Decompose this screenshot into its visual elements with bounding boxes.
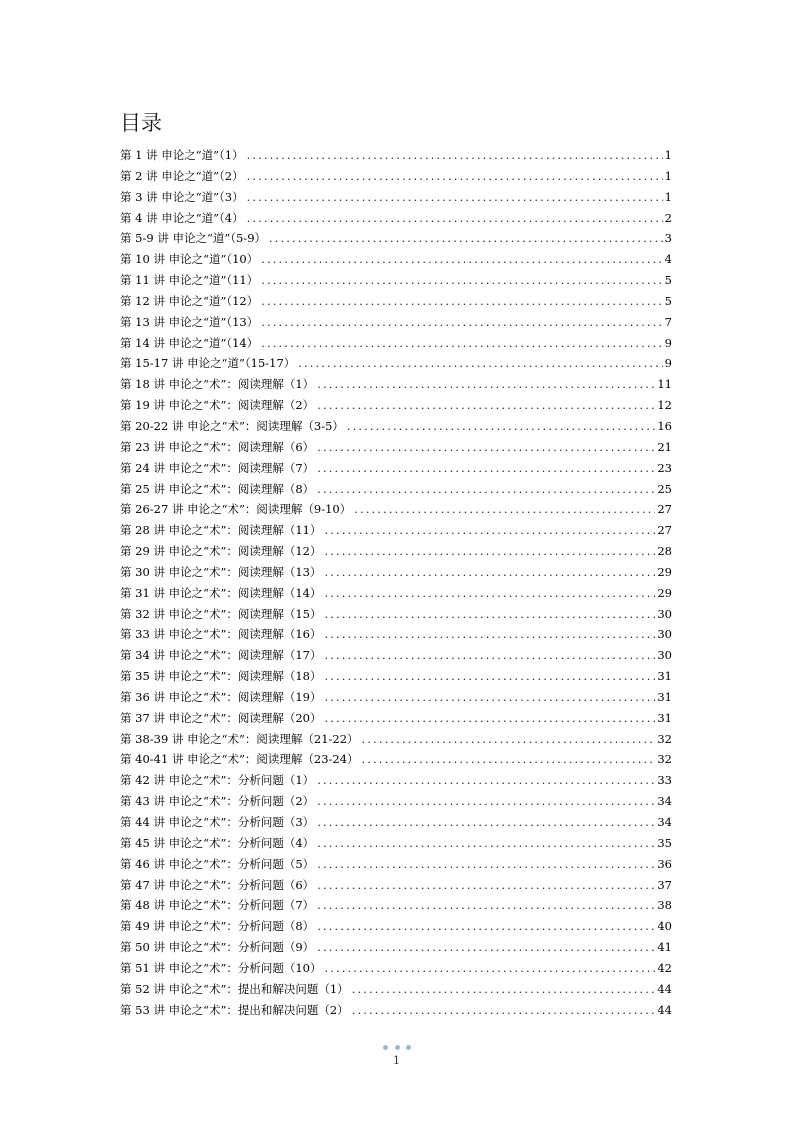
toc-entry[interactable]: [120, 166, 672, 187]
toc-entry-page: 9: [664, 356, 672, 371]
toc-entry[interactable]: [120, 291, 672, 312]
toc-entry-label: 第 46 讲 申论之“术”：分析问题（5）: [120, 856, 315, 871]
toc-entry-page: 32: [657, 752, 672, 767]
toc-entry-page: 28: [657, 544, 672, 559]
toc-dot-leader: [352, 1000, 656, 1021]
toc-entry[interactable]: [120, 979, 672, 1000]
toc-entry-page: 16: [657, 418, 672, 433]
toc-entry-page: 35: [657, 835, 672, 850]
toc-dot-leader: [325, 958, 656, 979]
toc-entry-page: 36: [657, 856, 672, 871]
toc-dot-leader: [317, 437, 655, 458]
toc-entry-page: 37: [657, 877, 672, 892]
toc-entry[interactable]: [120, 145, 672, 166]
toc-entry-label: 第 4 讲 申论之“道”（4）: [120, 210, 244, 225]
toc-dot-leader: [317, 937, 655, 958]
toc-entry[interactable]: [120, 541, 672, 562]
toc-entry-label: 第 50 讲 申论之“术”：分析问题（9）: [120, 940, 315, 955]
toc-entry[interactable]: [120, 187, 672, 208]
footer-dot-icon: [406, 1045, 411, 1050]
toc-entry-page: 30: [657, 606, 672, 621]
toc-entry-label: 第 12 讲 申论之“道”（12）: [120, 293, 259, 308]
toc-entry[interactable]: [120, 812, 672, 833]
toc-title: 目录: [120, 111, 162, 135]
toc-entry-label: 第 43 讲 申论之“术”：分析问题（2）: [120, 794, 315, 809]
toc-dot-leader: [325, 520, 656, 541]
toc-dot-leader: [325, 541, 656, 562]
toc-entry[interactable]: [120, 416, 672, 437]
toc-entry-page: 41: [657, 940, 672, 955]
toc-entry-page: 29: [657, 564, 672, 579]
toc-entry-label: 第 49 讲 申论之“术”：分析问题（8）: [120, 919, 315, 934]
toc-dot-leader: [325, 645, 656, 666]
toc-entry[interactable]: [120, 1000, 672, 1021]
toc-entry-label: 第 20-22 讲 申论之“术”：阅读理解（3-5）: [120, 418, 344, 433]
toc-entry-label: 第 33 讲 申论之“术”：阅读理解（16）: [120, 627, 322, 642]
toc-entry-label: 第 19 讲 申论之“术”：阅读理解（2）: [120, 398, 315, 413]
toc-dot-leader: [317, 875, 655, 896]
toc-entry[interactable]: [120, 666, 672, 687]
toc-entry-page: 2: [664, 210, 672, 225]
toc-entry-label: 第 10 讲 申论之“道”（10）: [120, 252, 259, 267]
toc-dot-leader: [247, 145, 663, 166]
toc-entry[interactable]: [120, 437, 672, 458]
toc-entry-page: 32: [657, 731, 672, 746]
toc-dot-leader: [317, 895, 655, 916]
toc-dot-leader: [261, 249, 662, 270]
toc-entry-label: 第 26-27 讲 申论之“术”：阅读理解（9-10）: [120, 502, 352, 517]
toc-entry-label: 第 48 讲 申论之“术”：分析问题（7）: [120, 898, 315, 913]
toc-entry[interactable]: [120, 333, 672, 354]
toc-dot-leader: [325, 604, 656, 625]
toc-dot-leader: [317, 854, 655, 875]
toc-dot-leader: [325, 624, 656, 645]
toc-entry-page: 34: [657, 794, 672, 809]
toc-dot-leader: [269, 228, 663, 249]
toc-entry-label: 第 53 讲 申论之“术”：提出和解决问题（2）: [120, 1002, 349, 1017]
toc-entry-label: 第 2 讲 申论之“道”（2）: [120, 168, 244, 183]
toc-entry-label: 第 30 讲 申论之“术”：阅读理解（13）: [120, 564, 322, 579]
toc-entry-label: 第 35 讲 申论之“术”：阅读理解（18）: [120, 669, 322, 684]
toc-entry-label: 第 47 讲 申论之“术”：分析问题（6）: [120, 877, 315, 892]
toc-entry-label: 第 40-41 讲 申论之“术”：阅读理解（23-24）: [120, 752, 359, 767]
toc-entry-page: 31: [657, 710, 672, 725]
toc-dot-leader: [325, 666, 656, 687]
toc-entry-label: 第 32 讲 申论之“术”：阅读理解（15）: [120, 606, 322, 621]
toc-entry[interactable]: [120, 228, 672, 249]
toc-entry-page: 42: [657, 960, 672, 975]
toc-entry[interactable]: [120, 875, 672, 896]
toc-entry-page: 29: [657, 585, 672, 600]
toc-entry-label: 第 3 讲 申论之“道”（3）: [120, 189, 244, 204]
toc-entry-page: 7: [664, 314, 672, 329]
toc-entry[interactable]: [120, 395, 672, 416]
toc-entry-page: 1: [664, 148, 672, 162]
toc-entry-label: 第 52 讲 申论之“术”：提出和解决问题（1）: [120, 981, 349, 996]
toc-entry[interactable]: [120, 708, 672, 729]
toc-entry[interactable]: [120, 520, 672, 541]
toc-entry-page: 12: [657, 398, 672, 413]
toc-entry[interactable]: [120, 958, 672, 979]
toc-dot-leader: [317, 395, 655, 416]
toc-entry-page: 31: [657, 669, 672, 684]
toc-entry-label: 第 11 讲 申论之“道”（11）: [120, 273, 259, 288]
toc-entry[interactable]: [120, 687, 672, 708]
toc-entry[interactable]: [120, 312, 672, 333]
toc-dot-leader: [247, 187, 663, 208]
toc-entry[interactable]: [120, 645, 672, 666]
page-number: 1: [393, 1054, 400, 1067]
toc-dot-leader: [261, 291, 662, 312]
toc-entry[interactable]: [120, 499, 672, 520]
toc-entry-page: 30: [657, 648, 672, 663]
toc-entry-page: 44: [657, 1002, 672, 1017]
toc-dot-leader: [317, 812, 655, 833]
toc-dot-leader: [362, 729, 656, 750]
toc-entry[interactable]: [120, 937, 672, 958]
toc-entry-label: 第 44 讲 申论之“术”：分析问题（3）: [120, 815, 315, 829]
toc-entry-label: 第 42 讲 申论之“术”：分析问题（1）: [120, 773, 315, 788]
toc-dot-leader: [354, 499, 655, 520]
toc-entry[interactable]: [120, 791, 672, 812]
toc-entry-label: 第 38-39 讲 申论之“术”：阅读理解（21-22）: [120, 731, 359, 746]
toc-dot-leader: [317, 833, 655, 854]
toc-entry-page: 5: [664, 293, 672, 308]
toc-dot-leader: [325, 562, 656, 583]
toc-entry[interactable]: [120, 604, 672, 625]
toc-entry[interactable]: [120, 624, 672, 645]
toc-entry-page: 25: [657, 481, 672, 496]
footer-decoration: [383, 1045, 411, 1053]
toc-entry[interactable]: [120, 833, 672, 854]
toc-entry-page: 21: [657, 439, 672, 454]
toc-entry[interactable]: [120, 249, 672, 270]
toc-dot-leader: [317, 791, 655, 812]
toc-entry-label: 第 14 讲 申论之“道”（14）: [120, 335, 259, 350]
footer-dot-icon: [395, 1045, 400, 1050]
toc-entry-page: 30: [657, 627, 672, 642]
toc-entry[interactable]: [120, 854, 672, 875]
toc-entry-page: 4: [664, 252, 672, 267]
toc-entry[interactable]: [120, 749, 672, 770]
toc-dot-leader: [261, 312, 662, 333]
toc-entry-page: 3: [664, 231, 672, 246]
toc-dot-leader: [317, 479, 655, 500]
toc-entry-label: 第 13 讲 申论之“道”（13）: [120, 314, 259, 329]
toc-entry-page: 23: [657, 460, 672, 475]
toc-entry-label: 第 37 讲 申论之“术”：阅读理解（20）: [120, 710, 322, 725]
toc-dot-leader: [317, 916, 655, 937]
toc-entry-label: 第 24 讲 申论之“术”：阅读理解（7）: [120, 460, 315, 475]
toc-dot-leader: [247, 166, 663, 187]
toc-entry[interactable]: [120, 562, 672, 583]
toc-dot-leader: [298, 353, 662, 374]
toc-dot-leader: [325, 583, 656, 604]
toc-entry-page: 33: [657, 773, 672, 788]
toc-entry-page: 27: [657, 523, 672, 538]
toc-entry[interactable]: [120, 770, 672, 791]
toc-dot-leader: [347, 416, 655, 437]
toc-dot-leader: [261, 333, 662, 354]
toc-entry-label: 第 15-17 讲 申论之“道”（15-17）: [120, 356, 296, 371]
toc-entry-page: 34: [657, 815, 672, 829]
toc-entry[interactable]: [120, 916, 672, 937]
toc-entry-label: 第 31 讲 申论之“术”：阅读理解（14）: [120, 585, 322, 600]
toc-entry-page: 5: [664, 273, 672, 288]
toc-dot-leader: [261, 270, 662, 291]
toc-entry-label: 第 51 讲 申论之“术”：分析问题（10）: [120, 960, 322, 975]
toc-entry-label: 第 23 讲 申论之“术”：阅读理解（6）: [120, 439, 315, 454]
toc-dot-leader: [247, 208, 663, 229]
toc-entry-page: 31: [657, 689, 672, 704]
toc-entry[interactable]: [120, 353, 672, 374]
toc-entry-label: 第 18 讲 申论之“术”：阅读理解（1）: [120, 377, 315, 392]
toc-entry[interactable]: [120, 374, 672, 395]
toc-entry[interactable]: [120, 458, 672, 479]
toc-dot-leader: [317, 374, 655, 395]
toc-entry[interactable]: [120, 583, 672, 604]
toc-entry-label: 第 34 讲 申论之“术”：阅读理解（17）: [120, 648, 322, 663]
toc-list: [120, 145, 672, 1020]
toc-entry[interactable]: [120, 729, 672, 750]
footer-dot-icon: [383, 1045, 388, 1050]
toc-entry-page: 9: [664, 335, 672, 350]
toc-dot-leader: [325, 687, 656, 708]
toc-dot-leader: [325, 708, 656, 729]
toc-dot-leader: [352, 979, 656, 1000]
toc-entry-page: 40: [657, 919, 672, 934]
toc-entry-label: 第 29 讲 申论之“术”：阅读理解（12）: [120, 544, 322, 559]
toc-entry[interactable]: [120, 270, 672, 291]
toc-entry[interactable]: [120, 479, 672, 500]
toc-entry-page: 38: [657, 898, 672, 913]
toc-entry-label: 第 1 讲 申论之“道”（1）: [120, 148, 244, 162]
toc-entry[interactable]: [120, 208, 672, 229]
toc-dot-leader: [362, 749, 656, 770]
toc-entry-page: 44: [657, 981, 672, 996]
toc-dot-leader: [317, 770, 655, 791]
toc-entry-label: 第 36 讲 申论之“术”：阅读理解（19）: [120, 689, 322, 704]
toc-dot-leader: [317, 458, 655, 479]
toc-entry[interactable]: [120, 895, 672, 916]
toc-entry-label: 第 28 讲 申论之“术”：阅读理解（11）: [120, 523, 322, 538]
toc-entry-label: 第 5-9 讲 申论之“道”（5-9）: [120, 231, 267, 246]
toc-entry-label: 第 45 讲 申论之“术”：分析问题（4）: [120, 835, 315, 850]
toc-entry-page: 1: [664, 189, 672, 204]
toc-entry-label: 第 25 讲 申论之“术”：阅读理解（8）: [120, 481, 315, 496]
toc-entry-page: 1: [664, 168, 672, 183]
toc-entry-page: 11: [657, 377, 672, 392]
toc-entry-page: 27: [657, 502, 672, 517]
